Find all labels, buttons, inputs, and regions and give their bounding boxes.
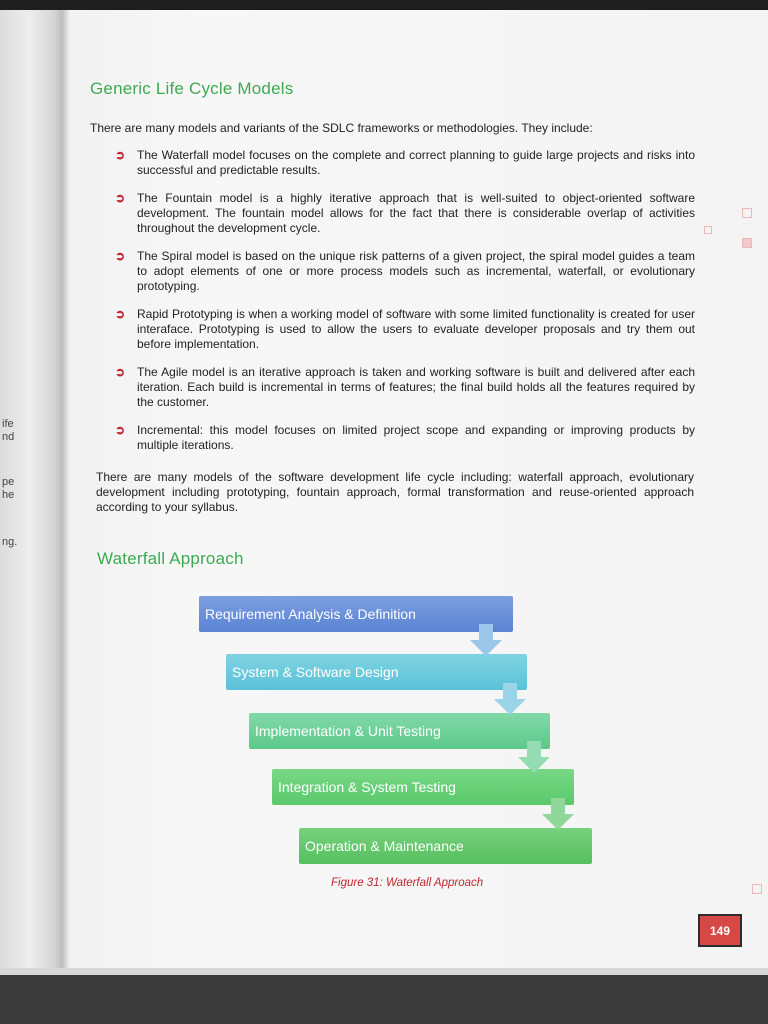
section-heading: Generic Life Cycle Models: [90, 79, 294, 98]
section-heading: Waterfall Approach: [97, 549, 244, 568]
model-list: [115, 148, 695, 466]
left-page-fragment: ng.: [2, 536, 18, 548]
waterfall-step-integration: Integration & System Testing: [272, 769, 574, 805]
left-page-fragment: nd: [2, 431, 15, 443]
list-item-text: The Spiral model is based on the unique risk patterns of a given project, the spiral model guides a team to adopt elements of one or more process models such as incremental, waterfall, or evolutionary prototyping.: [137, 249, 695, 293]
list-item-text: Rapid Prototyping is when a working model of software with some limited functionality is created for user interaface. Prototyping is used to allow the users to evaluate developer proposals and try them out before implementation.: [137, 307, 695, 351]
figure-caption: Figure 31: Waterfall Approach: [331, 877, 484, 889]
left-page-fragment: pe: [2, 476, 15, 488]
decorative-square: [742, 208, 752, 218]
list-item-text: The Waterfall model focuses on the complete and correct planning to guide large projects and risks into successful and predictable results.: [137, 148, 695, 177]
right-arrow-circle-icon: ➲: [115, 191, 126, 205]
waterfall-step-requirements: Requirement Analysis & Definition: [199, 596, 513, 632]
waterfall-step-design: System & Software Design: [226, 654, 527, 690]
decorative-square: [752, 884, 762, 894]
waterfall-step-implementation: Implementation & Unit Testing: [249, 713, 550, 749]
list-item: [115, 307, 695, 352]
list-item: [115, 249, 695, 294]
right-arrow-circle-icon: ➲: [115, 307, 126, 321]
right-arrow-circle-icon: ➲: [115, 249, 126, 263]
right-arrow-circle-icon: ➲: [115, 423, 126, 437]
list-item: [115, 365, 695, 410]
left-page-fragment: he: [2, 489, 15, 501]
scan-bottom-edge: [0, 975, 768, 1024]
list-item-text: The Agile model is an iterative approach is taken and working software is built and delivered after each iteration. Each build is incremental in terms of features; the final build holds all the features required by the customer.: [137, 365, 695, 409]
left-page-fragment: ife: [2, 418, 14, 430]
right-arrow-circle-icon: ➲: [115, 148, 126, 162]
list-item: [115, 423, 695, 453]
right-arrow-circle-icon: ➲: [115, 365, 126, 379]
list-item-text: The Fountain model is a highly iterative approach that is well-suited to object-oriented software development. The fountain model allows for the fact that there is considerable overlap of activities throughout the development cycle.: [137, 191, 695, 235]
waterfall-step-operation: Operation & Maintenance: [299, 828, 592, 864]
list-item: [115, 191, 695, 236]
list-item: [115, 148, 695, 178]
decorative-square: [742, 238, 752, 248]
list-item-text: Incremental: this model focuses on limited project scope and expanding or improving products by multiple iterations.: [137, 423, 695, 452]
intro-paragraph: There are many models and variants of the SDLC frameworks or methodologies. They include:: [90, 121, 593, 135]
decorative-square: [704, 226, 712, 234]
summary-paragraph: There are many models of the software development life cycle including: waterfall approach, evolutionary development including prototyping, fountain approach, formal transformation and reuse-oriented approach according to your syllabus.: [96, 470, 694, 514]
page-number: 149: [698, 914, 742, 947]
